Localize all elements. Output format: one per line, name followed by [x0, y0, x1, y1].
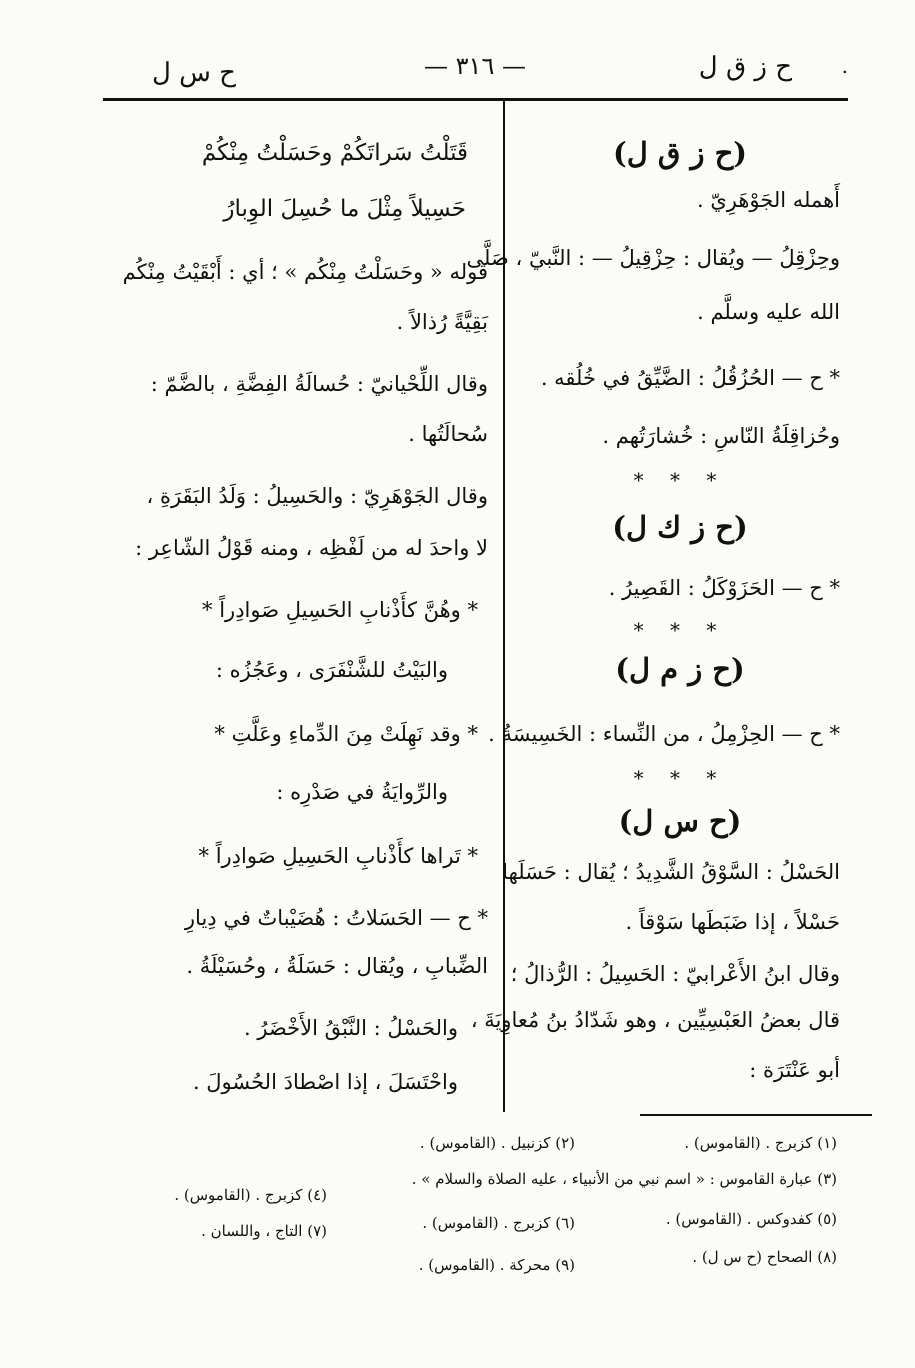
footnote: (١) كزبرج . (القاموس) . — [684, 1134, 837, 1152]
footnote: (٣) عبارة القاموس : « اسم نبي من الأنبياء ، عليه الصلاة والسلام » . — [411, 1170, 837, 1188]
text-line: وقال ابنُ الأَعْرابيّ : الحَسِيلُ : الرُّذالُ ؛ — [510, 962, 840, 986]
text-line: أَهمله الجَوْهَرِيّ . — [696, 188, 840, 212]
footnote-rule — [640, 1114, 872, 1116]
text-line: بَقِيَّةً رُذالاً . — [396, 310, 488, 334]
text-line: واحْتَسَلَ ، إذا اصْطادَ الحُسُولَ . — [192, 1070, 458, 1094]
page-header — [100, 46, 850, 94]
text-line: * ح — الحَسَلاتُ : هُضَيْباتٌ في دِيارِ — [184, 906, 488, 930]
header-rule — [103, 98, 848, 101]
text-line: * ح — الحِزْمِلُ ، من النِّساء : الخَسِيسَةُ . — [488, 722, 840, 746]
text-line: الضِّبابِ ، ويُقال : حَسَلَةُ ، وحُسَيْلَةُ . — [186, 954, 488, 978]
entry-heading-hzkl: (ح ز ك ل) — [612, 510, 748, 544]
text-line: والرِّوايَةُ في صَدْرِه : — [276, 780, 448, 804]
entry-heading-hzml: (ح ز م ل) — [615, 652, 745, 686]
entry-heading-hzql: (ح ز ق ل) — [612, 136, 748, 170]
section-separator: * * * — [633, 766, 727, 790]
text-line: حَسْلاً ، إذا ضَبَطَها سَوْقاً . — [625, 910, 840, 934]
verse-line: * تَراها كأَذْنابِ الحَسِيلِ صَوادِراً * — [198, 844, 478, 868]
footnote: (٦) كزبرج . (القاموس) . — [422, 1214, 575, 1232]
section-separator: * * * — [633, 468, 727, 492]
footnote: (٩) محركة . (القاموس) . — [418, 1256, 575, 1274]
left-running-title: ح س ل — [152, 58, 236, 88]
text-line: والحَسْلُ : النَّبْقُ الأَخْضَرُ . — [243, 1016, 458, 1040]
verse-line: حَسِيلاً مِثْلَ ما حُسِلَ الوِبارُ — [223, 196, 466, 222]
text-line: والبَيْتُ للشَّنْفَرَى ، وعَجُزُه : — [215, 658, 448, 682]
text-line: وقال الجَوْهَرِيّ : والحَسِيلُ : وَلَدُ البَقَرَةِ ، — [146, 484, 488, 508]
footnote: (٥) كفدوكس . (القاموس) . — [665, 1210, 837, 1228]
text-line: * ح — الحَزَوْكَلُ : القَصِيرُ . — [608, 576, 840, 600]
verse-line: * وهُنَّ كأَذْنابِ الحَسِيلِ صَوادِراً * — [202, 598, 478, 622]
verse-line: قَتَلْتُ سَراتَكُمْ وحَسَلْتُ مِنْكُمْ — [201, 140, 468, 166]
text-line: قال بعضُ العَبْسِيِّين ، وهو شَدّادُ بنُ مُعاوِيَةَ ، — [470, 1008, 840, 1032]
footnote: (٤) كزبرج . (القاموس) . — [174, 1186, 327, 1204]
text-line: الحَسْلُ : السَّوْقُ الشَّدِيدُ ؛ يُقال : حَسَلَها — [502, 860, 840, 884]
text-line: * ح — الحُزُقُلُ : الضَّيِّقُ في خُلُقه . — [540, 366, 840, 390]
text-line: أبو عَنْتَرَة : — [749, 1058, 840, 1082]
text-line: وقال اللِّحْيانيّ : حُسالَةُ الفِضَّةِ ، بالضَّمّ : — [150, 372, 488, 396]
right-running-title: ح ز ق ل — [698, 52, 792, 82]
section-separator: * * * — [633, 618, 727, 642]
text-line: وحِزْقِلُ — ويُقال : حِزْقِيلُ — : النَّبيّ ، صَلَّى — [466, 246, 840, 270]
corner-mark: . — [841, 54, 848, 78]
footnote: (٧) التاج ، واللسان . — [201, 1222, 327, 1240]
verse-line: * وقد نَهِلَتْ مِنَ الدِّماءِ وعَلَّتِ * — [214, 722, 478, 746]
text-line: لا واحدَ له من لَفْظِه ، ومنه قَوْلُ الشّاعِر : — [135, 536, 488, 560]
page-number: — ٣١٦ — — [424, 52, 526, 80]
text-line: قوله « وحَسَلْتُ مِنْكُم » ؛ أي : أَبْقَيْتُ مِنْكُم — [122, 260, 488, 284]
text-line: سُحالَتُها . — [408, 422, 488, 446]
footnote: (٨) الصحاح (ح س ل) . — [692, 1248, 837, 1266]
entry-heading-hsl: (ح س ل) — [618, 804, 742, 838]
text-line: وحُزاقِلَةُ النّاسِ : خُشارَتُهم . — [602, 424, 840, 448]
footnote: (٢) كزنبيل . (القاموس) . — [419, 1134, 575, 1152]
text-line: الله عليه وسلَّم . — [697, 300, 840, 324]
